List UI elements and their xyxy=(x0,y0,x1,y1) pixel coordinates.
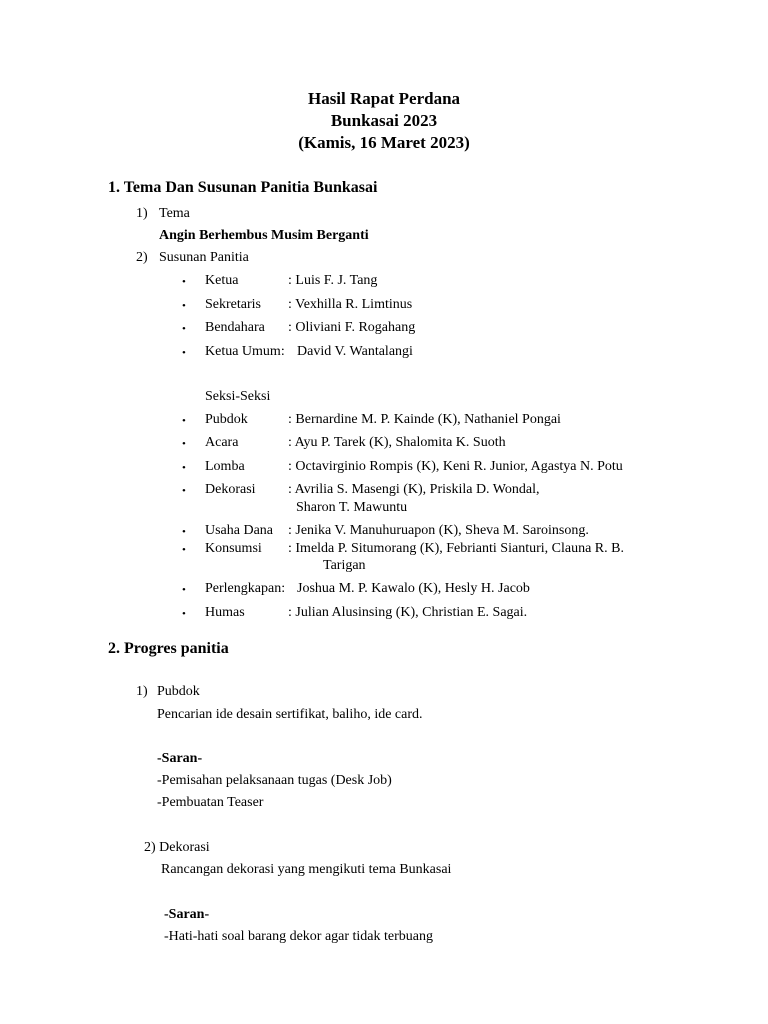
list-bullet: • xyxy=(182,526,186,538)
item-label-tema: Tema xyxy=(159,206,190,221)
section-label: Dekorasi xyxy=(205,482,256,497)
section-1-heading: 1. Tema Dan Susunan Panitia Bunkasai xyxy=(108,179,378,196)
list-bullet: • xyxy=(182,608,186,620)
doc-date: (Kamis, 16 Maret 2023) xyxy=(298,133,470,152)
item-number: 1) xyxy=(136,206,148,221)
doc-title: Hasil Rapat Perdana xyxy=(307,89,461,108)
section-members: : Jenika V. Manuhuruapon (K), Sheva M. Saroinsong. xyxy=(288,523,589,538)
role-label: Bendahara xyxy=(205,320,265,335)
section-members-cont: Tarigan xyxy=(323,558,366,573)
list-bullet: • xyxy=(182,347,186,359)
role-label: Sekretaris xyxy=(205,297,261,312)
section-members: : Avrilia S. Masengi (K), Priskila D. Wondal, xyxy=(288,482,540,497)
section-label: Acara xyxy=(205,435,239,450)
role-value: : Vexhilla R. Limtinus xyxy=(288,297,413,312)
section-members: : Imelda P. Situmorang (K), Febrianti Sianturi, Clauna R. B. xyxy=(288,541,624,556)
list-bullet: • xyxy=(182,438,186,450)
section-label: Perlengkapan: xyxy=(205,581,286,596)
saran-item: -Pembuatan Teaser xyxy=(157,795,264,810)
progress-desc: Rancangan dekorasi yang mengikuti tema Bunkasai xyxy=(161,862,452,877)
role-value: : Oliviani F. Rogahang xyxy=(288,320,416,335)
list-bullet: • xyxy=(182,485,186,497)
role-label: Ketua xyxy=(205,273,239,288)
role-value: David V. Wantalangi xyxy=(297,344,413,359)
section-members: Joshua M. P. Kawalo (K), Hesly H. Jacob xyxy=(297,581,530,596)
list-bullet: • xyxy=(182,415,186,427)
progress-desc: Pencarian ide desain sertifikat, baliho, ide card. xyxy=(157,707,423,722)
saran-item: -Pemisahan pelaksanaan tugas (Desk Job) xyxy=(157,773,392,788)
item-number: 1) xyxy=(136,684,148,699)
item-number: 2) xyxy=(136,250,148,265)
list-bullet: • xyxy=(182,462,186,474)
section-label: Pubdok xyxy=(205,412,248,427)
section-label: Usaha Dana xyxy=(205,523,274,538)
section-members-cont: Sharon T. Mawuntu xyxy=(296,500,408,515)
section-members: : Ayu P. Tarek (K), Shalomita K. Suoth xyxy=(288,435,506,450)
sections-title: Seksi-Seksi xyxy=(205,389,271,404)
section-2-heading: 2. Progres panitia xyxy=(108,640,229,657)
saran-title: -Saran- xyxy=(157,751,203,766)
section-label: Konsumsi xyxy=(205,541,262,556)
section-label: Humas xyxy=(205,605,245,620)
doc-subtitle: Bunkasai 2023 xyxy=(330,111,438,130)
saran-item: -Hati-hati soal barang dekor agar tidak terbuang xyxy=(164,929,434,944)
list-bullet: • xyxy=(182,544,186,556)
progress-item-pubdok: Pubdok xyxy=(157,684,200,699)
role-label: Ketua Umum: xyxy=(205,344,285,359)
list-bullet: • xyxy=(182,276,186,288)
role-value: : Luis F. J. Tang xyxy=(288,273,378,288)
item-label-susunan: Susunan Panitia xyxy=(159,250,249,265)
section-members: : Octavirginio Rompis (K), Keni R. Junior, Agastya N. Potu xyxy=(288,459,623,474)
section-members: : Bernardine M. P. Kainde (K), Nathaniel Pongai xyxy=(288,412,561,427)
list-bullet: • xyxy=(182,300,186,312)
saran-title: -Saran- xyxy=(164,907,210,922)
section-label: Lomba xyxy=(205,459,245,474)
progress-item-dekorasi: 2) Dekorasi xyxy=(144,840,210,855)
section-members: : Julian Alusinsing (K), Christian E. Sagai. xyxy=(288,605,528,620)
list-bullet: • xyxy=(182,323,186,335)
theme-text: Angin Berhembus Musim Berganti xyxy=(159,228,369,243)
list-bullet: • xyxy=(182,584,186,596)
